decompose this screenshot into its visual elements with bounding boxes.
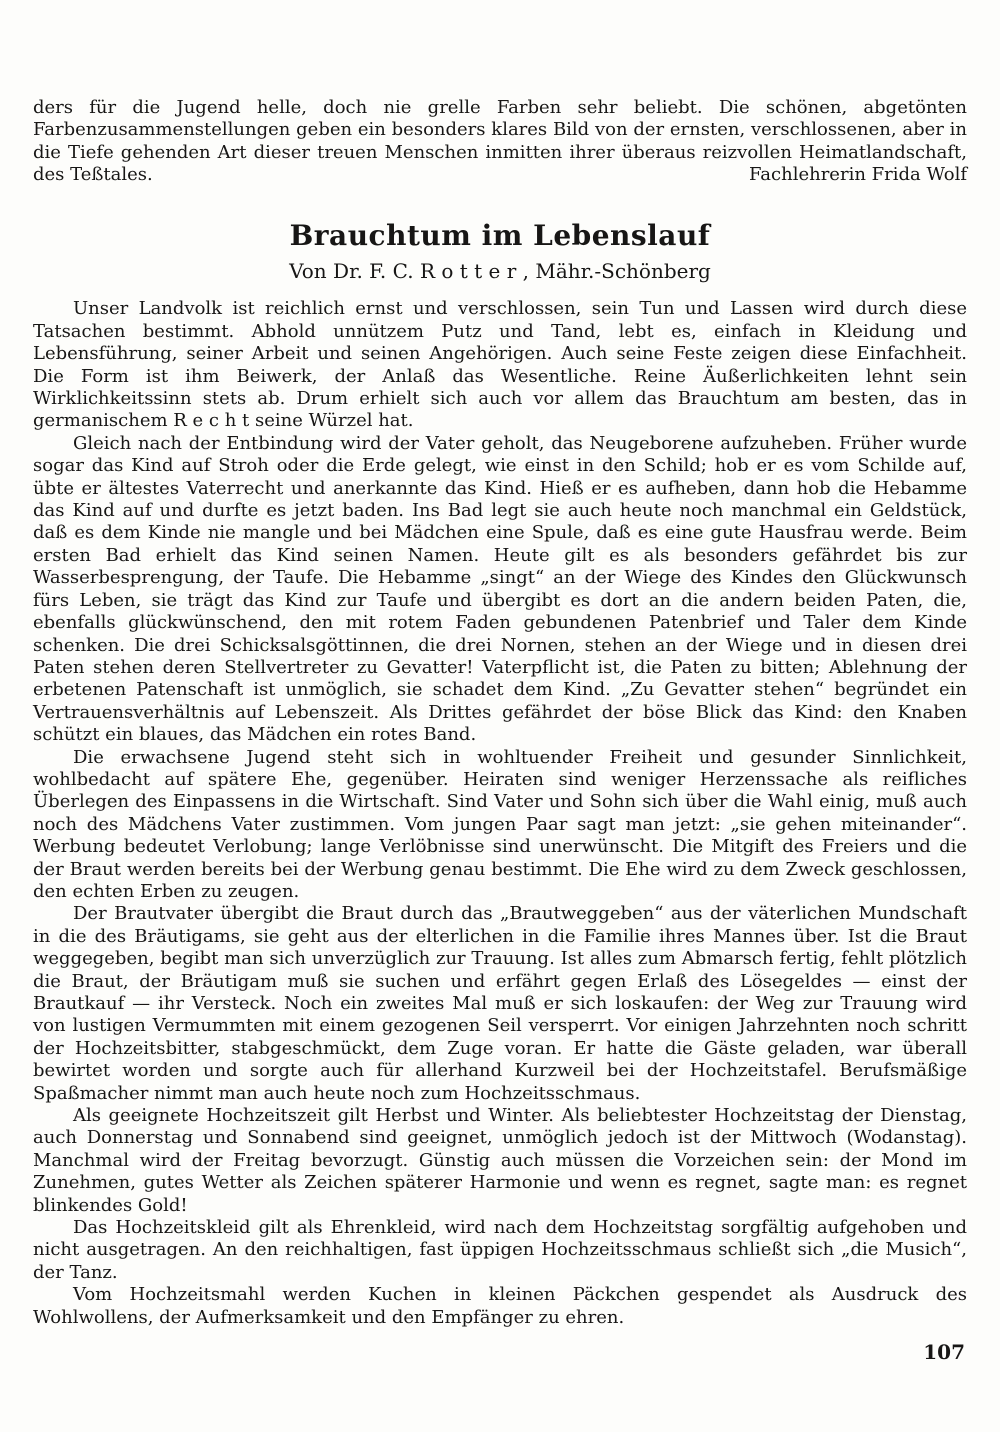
article-paragraph-1: Unser Landvolk ist reichlich ernst und verschlossen, sein Tun und Lassen wird durch diese Tatsachen bestimmt. Abhold unnützem Putz und Tand, lebt es, einfach in Kleidung und Lebensführung, seiner Arbeit und seinen Angehörigen. Auch seine Feste zeigen diese Einfachheit. Die Form ist ihm Beiwerk, der Anlaß das Wesentliche. Reine Äußerlichkeiten lehnt sein Wirklichkeitssinn stets ab. Drum erhielt sich auch vor allem das Brauchtum am besten, das in germanischem R e c h t seine Würzel hat.	[33, 298, 967, 432]
page-number: 107	[923, 1340, 965, 1364]
article-paragraph-2: Gleich nach der Entbindung wird der Vater geholt, das Neugeborene aufzuheben. Früher wurde sogar das Kind auf Stroh oder die Erde gelegt, wie einst in den Schild; hob er es vom Schilde auf, übte er ältestes Vaterrecht und anerkannte das Kind. Hieß er es aufheben, dann hob die Hebamme das Kind auf und durfte es jetzt baden. Ins Bad legt sie auch heute noch manchmal ein Geldstück, daß es dem Kinde nie mangle und bei Mädchen eine Spule, daß es eine gute Hausfrau werde. Beim ersten Bad erhielt das Kind seinen Namen. Heute gilt es als besonders gefährdet bis zur Wasserbesprengung, der Taufe. Die Hebamme „singt“ an der Wiege des Kindes den Glückwunsch fürs Leben, sie trägt das Kind zur Taufe und übergibt es dort an die andern beiden Paten, die, ebenfalls glückwünschend, den mit rotem Faden gebundenen Patenbrief und Taler dem Kinde schenken. Die drei Schicksalsgöttinnen, die drei Nornen, stehen an der Wiege und in diesen drei Paten stehen deren Stellvertreter zu Gevatter! Vaterpflicht ist, die Paten zu bitten; Ablehnung der erbetenen Patenschaft ist unmöglich, sie schadet dem Kind. „Zu Gevatter stehen“ begründet ein Vertrauensverhältnis auf Lebenszeit. Als Drittes gefährdet der böse Blick das Kind: den Knaben schützt ein blaues, das Mädchen ein rotes Band.	[33, 432, 967, 746]
article-paragraph-3: Die erwachsene Jugend steht sich in wohltuender Freiheit und gesunder Sinnlichkeit, wohlbedacht auf spätere Ehe, gegenüber. Heiraten sind weniger Herzenssache als reifliches Überlegen des Einpassens in die Wirtschaft. Sind Vater und Sohn sich über die Wahl einig, muß auch noch des Mädchens Vater zustimmen. Vom jungen Paar sagt man jetzt: „sie gehen miteinander“. Werbung bedeutet Verlobung; lange Verlöbnisse sind unerwünscht. Die Mitgift des Freiers und die der Braut werden bereits bei der Werbung genau bestimmt. Die Ehe wird zu dem Zweck geschlossen, den echten Erben zu zeugen.	[33, 746, 967, 902]
page-content	[33, 97, 967, 1329]
article-paragraph-4: Der Brautvater übergibt die Braut durch das „Brautweggeben“ aus der väterlichen Mundschaft in die des Bräutigams, sie geht aus der elterlichen in die Familie ihres Mannes über. Ist die Braut weggegeben, begibt man sich unverzüglich zur Trauung. Ist alles zum Abmarsch fertig, fehlt plötzlich die Braut, der Bräutigam muß sie suchen und erfährt gegen Erlaß des Lösegeldes — einst der Brautkauf — ihr Versteck. Noch ein zweites Mal muß er sich loskaufen: der Weg zur Trauung wird von lustigen Vermummten mit einem gezogenen Seil versperrt. Vor einigen Jahrzehnten noch schritt der Hochzeitsbitter, stabgeschmückt, dem Zuge voran. Er hatte die Gäste geladen, war überall bewirtet worden und sorgte auch für allerhand Kurzweil bei der Hochzeitstafel. Berufsmäßige Spaßmacher nimmt man auch heute noch zum Hochzeitsschmaus.	[33, 903, 967, 1104]
continuation-text: ders für die Jugend helle, doch nie grelle Farben sehr beliebt. Die schönen, abgetönten Farbenzusammenstellungen geben ein besonders klares Bild von der ernsten, verschlossenen, aber in die Tiefe gehenden Art dieser treuen Menschen inmitten ihrer überaus reizvollen Heimatlandschaft, des Teßtales.	[33, 97, 967, 186]
article-title: Brauchtum im Lebenslauf	[289, 218, 711, 252]
continuation-paragraph	[33, 97, 967, 187]
article-paragraph-5: Als geeignete Hochzeitszeit gilt Herbst und Winter. Als beliebtester Hochzeitstag der Dienstag, auch Donnerstag und Sonnabend sind geeignet, unmöglich jedoch ist der Mittwoch (Wodanstag). Manchmal wird der Freitag bevorzugt. Günstig auch müssen die Vorzeichen sein: der Mond im Zunehmen, gutes Wetter als Zeichen späterer Harmonie und wenn es regnet, sagte man: es regnet blinkendes Gold!	[33, 1105, 967, 1216]
continuation-signature: Fachlehrerin Frida Wolf	[749, 164, 967, 186]
article-byline: Von Dr. F. C. R o t t e r , Mähr.-Schönberg	[289, 259, 711, 284]
article-paragraph-7: Vom Hochzeitsmahl werden Kuchen in kleinen Päckchen gespendet als Ausdruck des Wohlwollens, der Aufmerksamkeit und den Empfänger zu ehren.	[33, 1284, 967, 1328]
article-paragraph-6: Das Hochzeitskleid gilt als Ehrenkleid, wird nach dem Hochzeitstag sorgfältig aufgehoben und nicht ausgetragen. An den reichhaltigen, fast üppigen Hochzeitsschmaus schließt sich „die Musich“, der Tanz.	[33, 1217, 967, 1283]
